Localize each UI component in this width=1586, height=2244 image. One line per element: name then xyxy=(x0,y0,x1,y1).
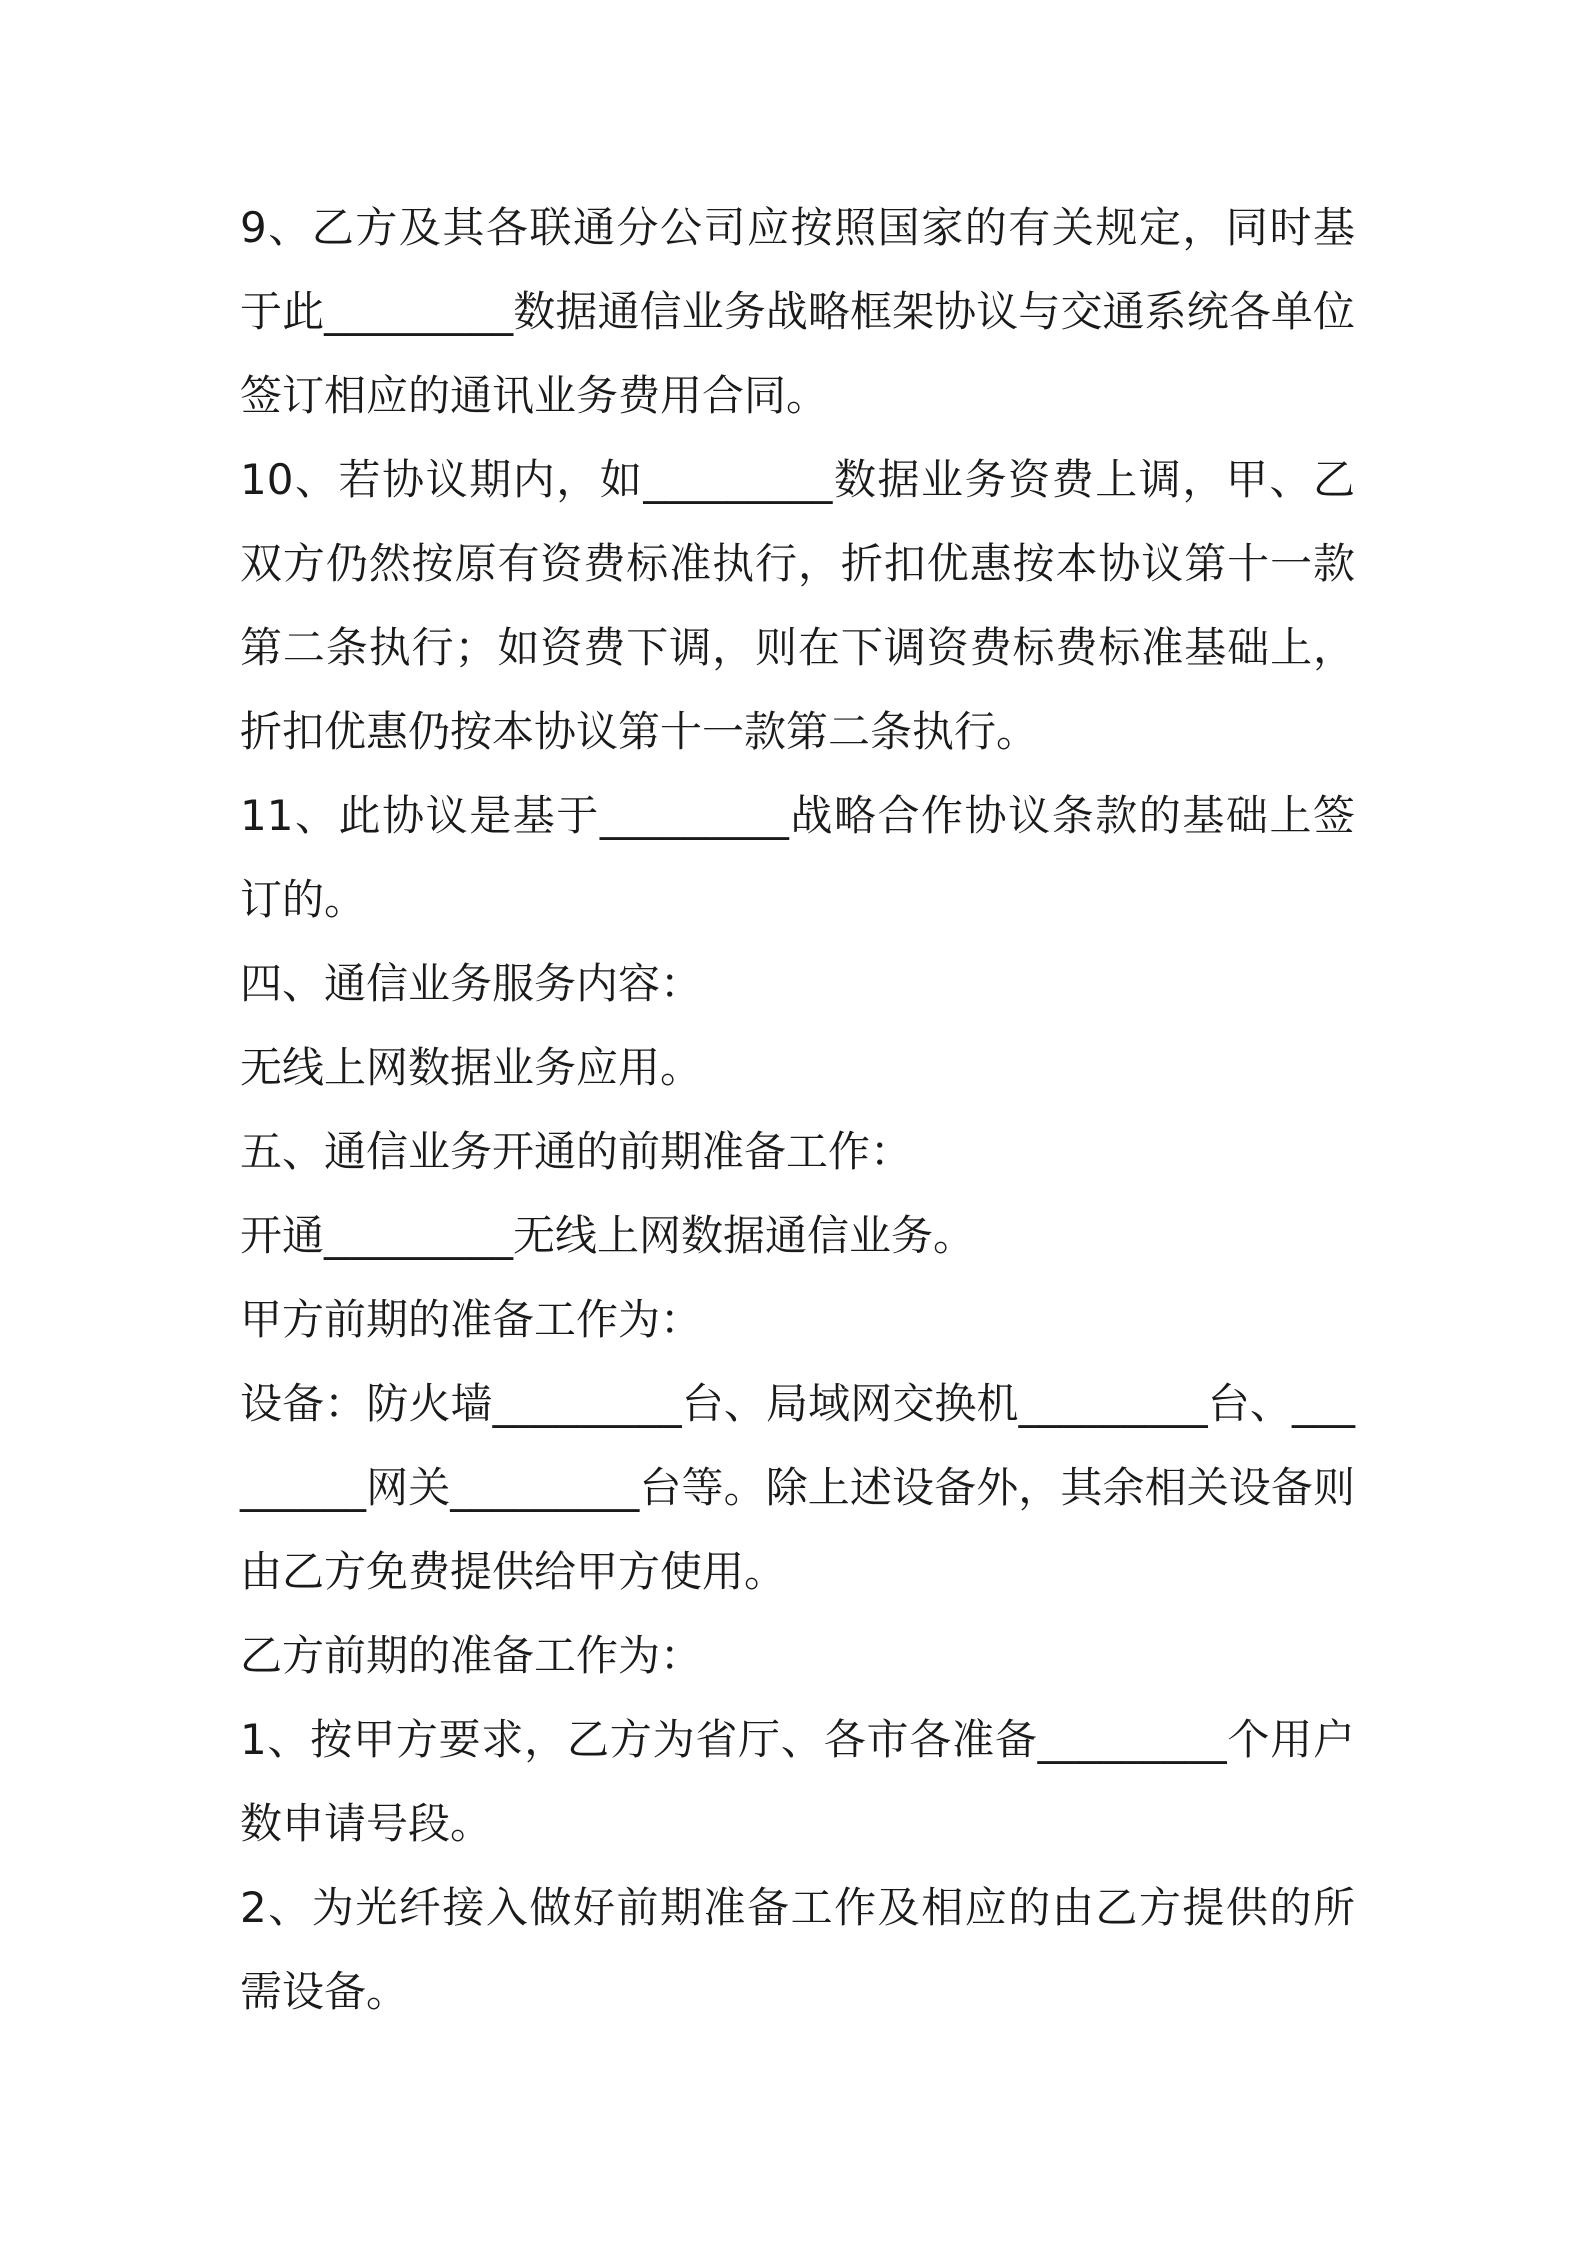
party-b-prep-heading: 乙方前期的准备工作为： xyxy=(240,1631,703,1680)
document-body xyxy=(240,186,1355,2034)
section-5-heading: 五、通信业务开通的前期准备工作： xyxy=(240,1127,913,1176)
party-a-equipment: 设备：防火墙_________台、局域网交换机_________台、_________网关_________台等。除上述设备外，其余相关设备则由乙方免费提供给甲方使用。 xyxy=(240,1379,1355,1596)
section-5-service: 开通_________无线上网数据通信业务。 xyxy=(240,1211,976,1260)
section-4-content: 无线上网数据业务应用。 xyxy=(240,1043,703,1092)
clause-11: 11、此协议是基于_________战略合作协议条款的基础上签订的。 xyxy=(240,791,1355,924)
clause-9: 9、乙方及其各联通分公司应按照国家的有关规定，同时基于此_________数据通信业务战略框架协议与交通系统各单位签订相应的通讯业务费用合同。 xyxy=(240,203,1355,420)
section-4-heading: 四、通信业务服务内容： xyxy=(240,959,703,1008)
party-a-prep-heading: 甲方前期的准备工作为： xyxy=(240,1295,703,1344)
party-b-item-1: 1、按甲方要求，乙方为省厅、各市各准备_________个用户数申请号段。 xyxy=(240,1715,1355,1848)
clause-10: 10、若协议期内，如_________数据业务资费上调，甲、乙双方仍然按原有资费标准执行，折扣优惠按本协议第十一款第二条执行；如资费下调，则在下调资费标费标准基础上，折扣优惠仍按本协议第十一款第二条执行。 xyxy=(240,455,1355,756)
party-b-item-2: 2、为光纤接入做好前期准备工作及相应的由乙方提供的所需设备。 xyxy=(240,1883,1355,2016)
